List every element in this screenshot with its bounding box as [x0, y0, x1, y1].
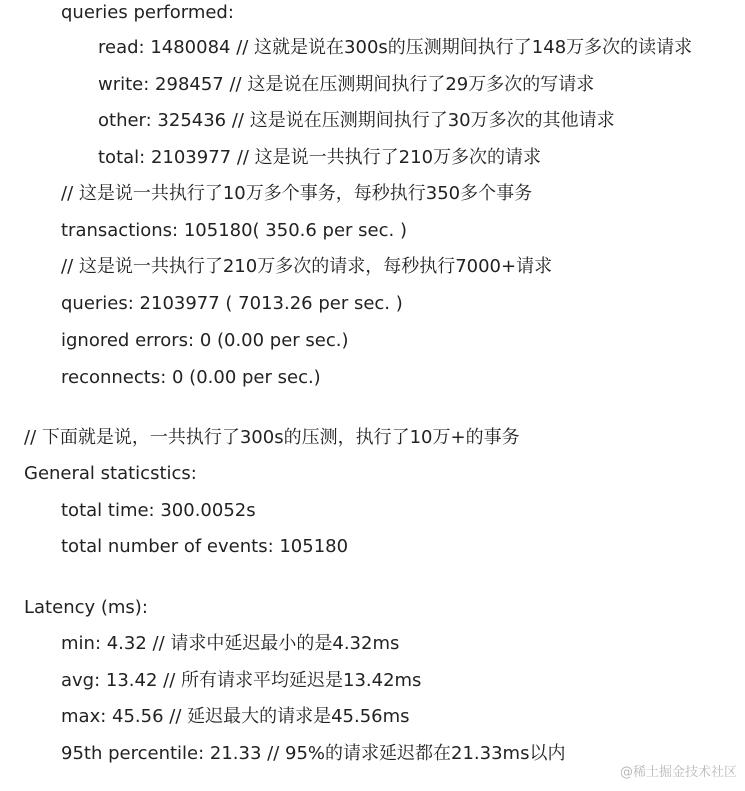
latency-p95-line: 95th percentile: 21.33 // 95%的请求延迟都在21.33ms以内	[61, 743, 566, 764]
transactions-line: transactions: 105180( 350.6 per sec. )	[61, 220, 407, 241]
read-line: read: 1480084 // 这就是说在300s的压测期间执行了148万多次的读请求	[98, 37, 693, 58]
total-line: total: 2103977 // 这是说一共执行了210万多次的请求	[98, 147, 542, 168]
general-comment: // 下面就是说，一共执行了300s的压测，执行了10万+的事务	[24, 427, 520, 448]
latency-heading: Latency (ms):	[24, 597, 148, 618]
queries-line: queries: 2103977 ( 7013.26 per sec. )	[61, 293, 403, 314]
write-line: write: 298457 // 这是说在压测期间执行了29万多次的写请求	[98, 74, 595, 95]
latency-min-line: min: 4.32 // 请求中延迟最小的是4.32ms	[61, 633, 400, 654]
queries-comment: // 这是说一共执行了210万多次的请求，每秒执行7000+请求	[61, 256, 553, 277]
latency-max-line: max: 45.56 // 延迟最大的请求是45.56ms	[61, 706, 410, 727]
ignored-errors-line: ignored errors: 0 (0.00 per sec.)	[61, 330, 349, 351]
reconnects-line: reconnects: 0 (0.00 per sec.)	[61, 367, 321, 388]
total-events-line: total number of events: 105180	[61, 536, 349, 557]
site-watermark: @稀土掘金技术社区	[619, 765, 737, 780]
latency-avg-line: avg: 13.42 // 所有请求平均延迟是13.42ms	[61, 670, 422, 691]
other-line: other: 325436 // 这是说在压测期间执行了30万多次的其他请求	[98, 110, 615, 131]
queries-performed-heading: queries performed:	[61, 2, 234, 23]
general-statistics-heading: General staticstics:	[24, 463, 197, 484]
total-time-line: total time: 300.0052s	[61, 500, 256, 521]
transactions-comment: // 这是说一共执行了10万多个事务，每秒执行350多个事务	[61, 183, 533, 204]
